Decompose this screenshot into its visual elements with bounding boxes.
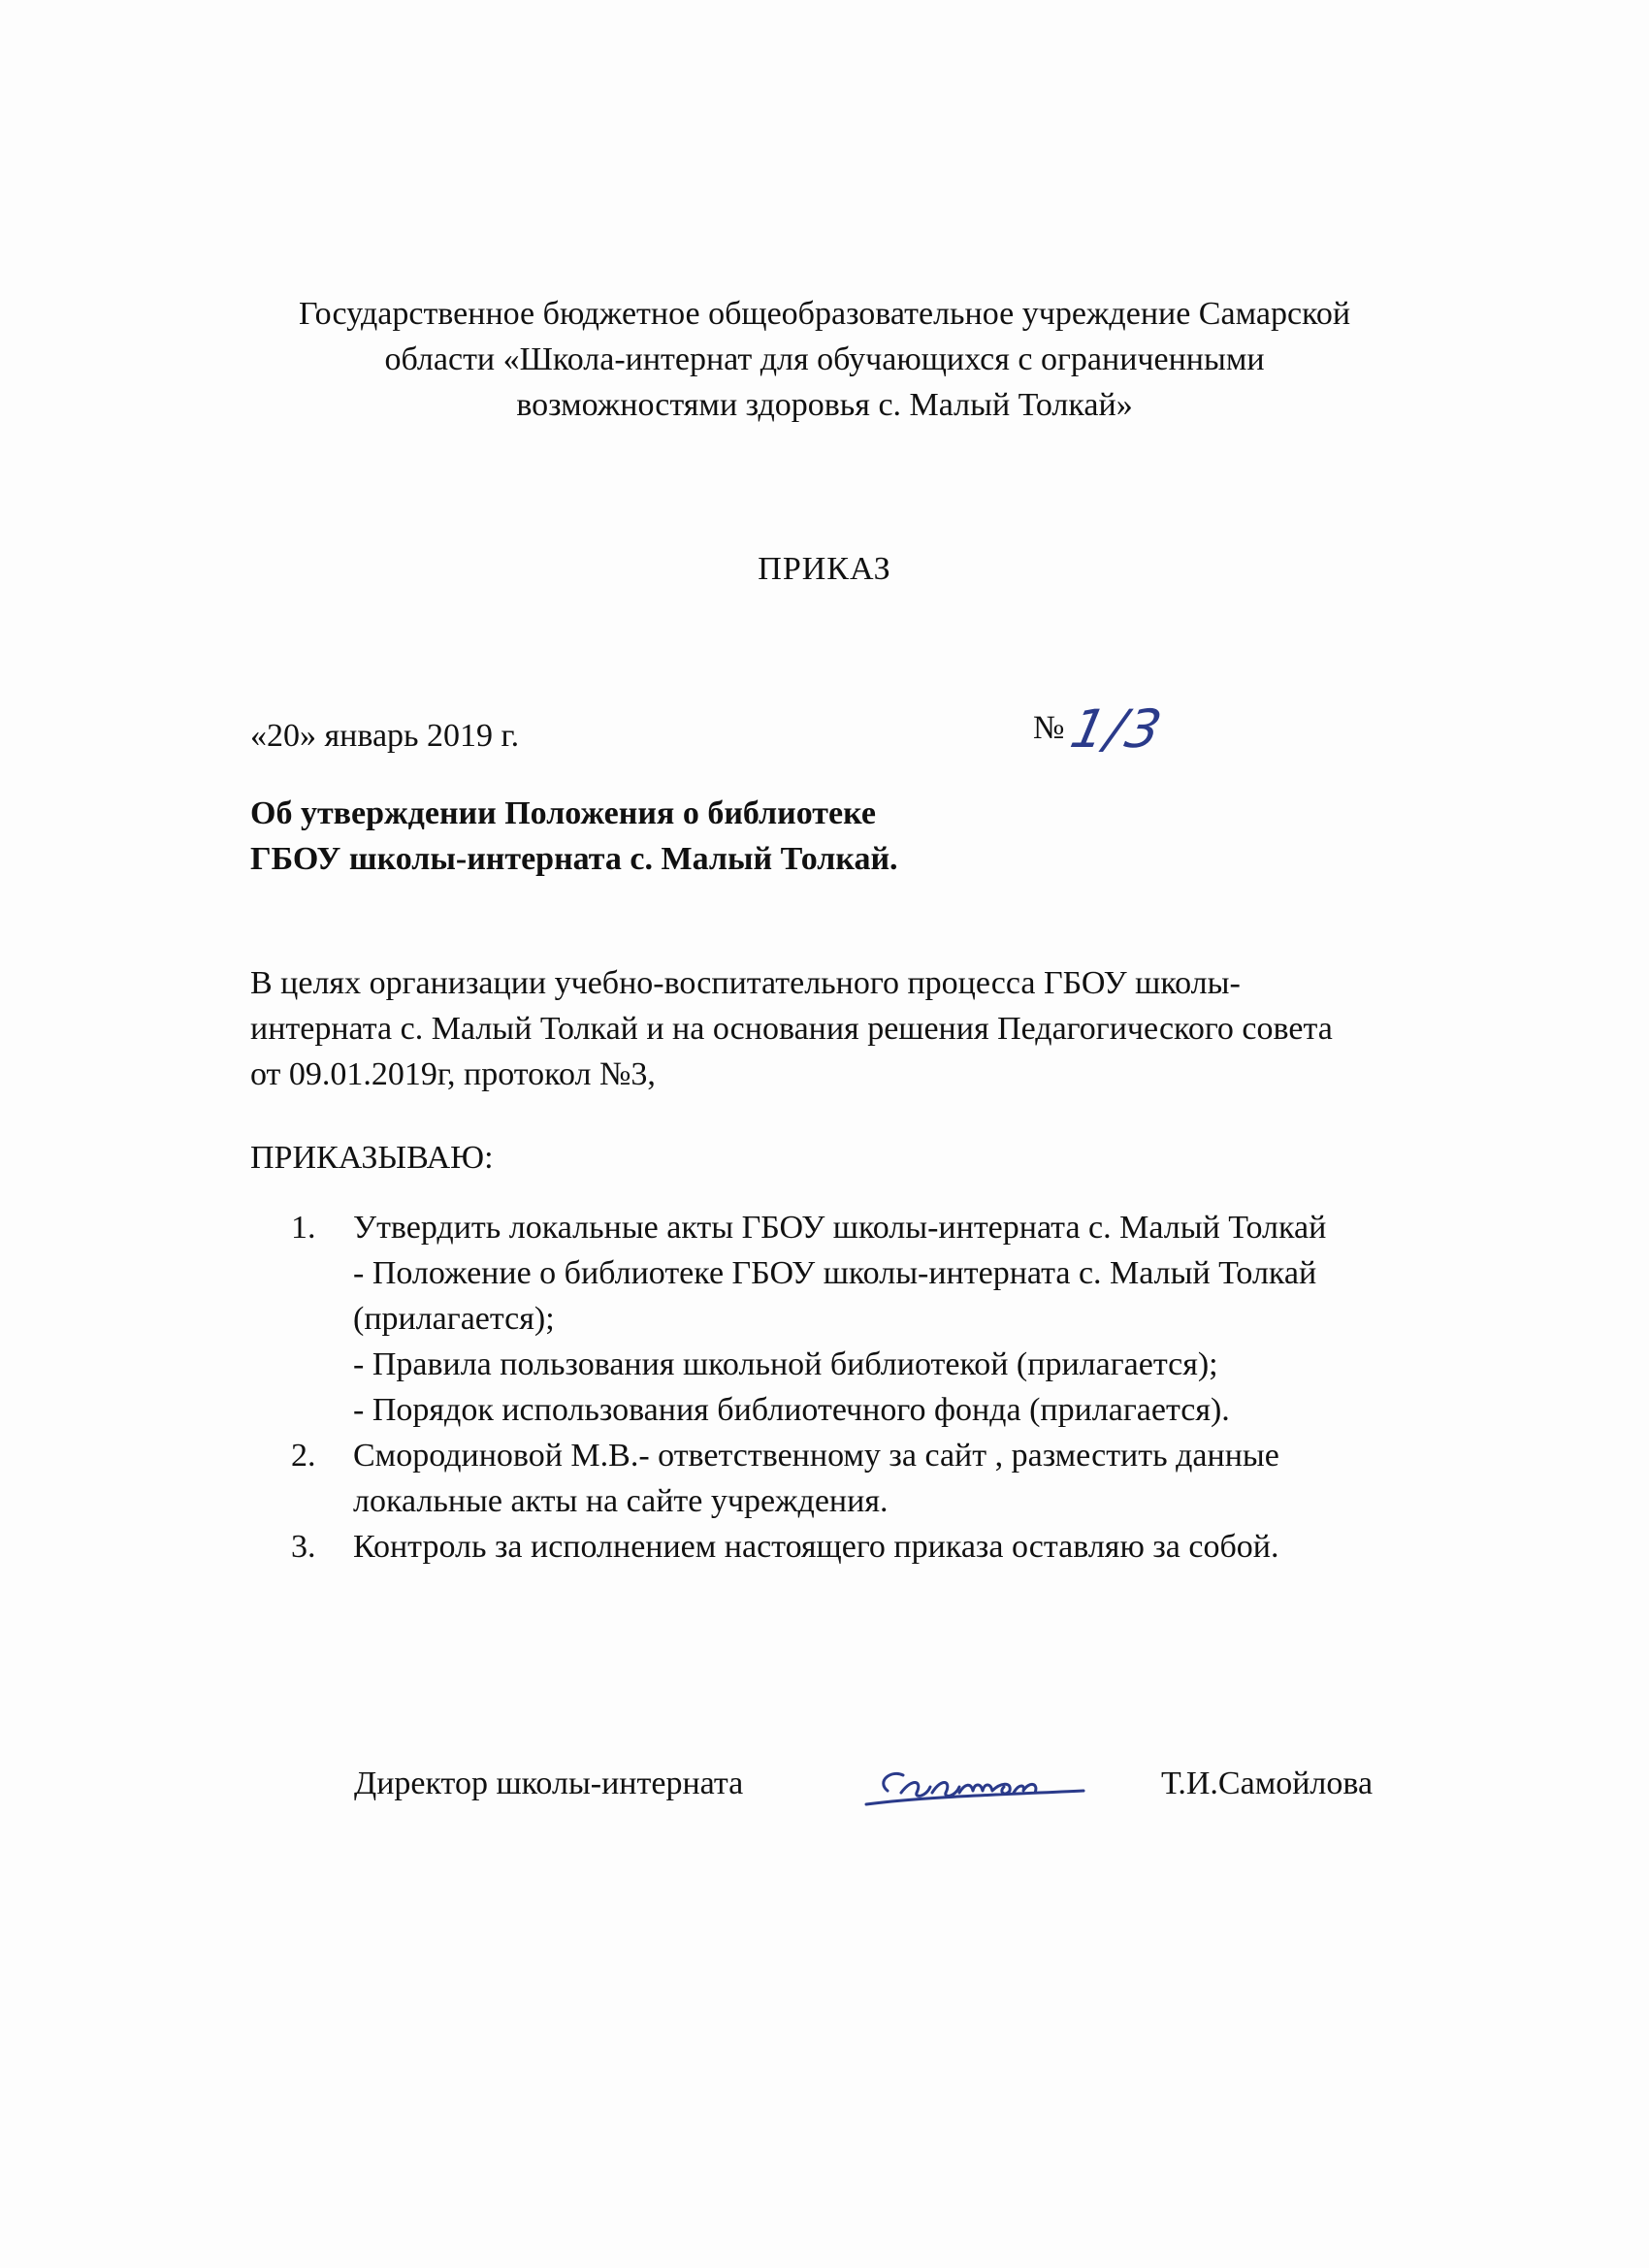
- list-item-line: Смородиновой М.В.- ответственному за сайт , разместить данные: [353, 1438, 1279, 1474]
- order-date: «20» январь 2019 г.: [250, 718, 520, 754]
- subject-line-2: ГБОУ школы-интерната с. Малый Толкай.: [250, 841, 898, 877]
- preamble-paragraph: [250, 960, 1511, 1097]
- order-items-list: [291, 1205, 1513, 1570]
- list-item-text: [353, 1433, 1279, 1524]
- list-item-number: 3.: [291, 1529, 316, 1565]
- list-item-line: Контроль за исполнением настоящего приказа оставляю за собой.: [353, 1529, 1279, 1565]
- list-item-number: 2.: [291, 1438, 316, 1474]
- subject-line-1: Об утверждении Положения о библиотеке: [250, 795, 876, 831]
- list-item-line: локальные акты на сайте учреждения.: [353, 1483, 889, 1519]
- order-number-value: 1/3: [1065, 698, 1170, 760]
- list-item-number: 1.: [291, 1210, 316, 1246]
- signatory-position: Директор школы-интерната: [354, 1766, 744, 1801]
- list-item-text: [353, 1524, 1278, 1570]
- header-line-1: Государственное бюджетное общеобразовательное учреждение Самарской: [298, 296, 1351, 332]
- order-heading: ПРИКАЗЫВАЮ:: [250, 1140, 494, 1176]
- list-item: [291, 1524, 1513, 1570]
- institution-header: [175, 291, 1474, 428]
- order-number: [1033, 698, 1170, 760]
- list-item-line: - Положение о библиотеке ГБОУ школы-интерната с. Малый Толкай: [353, 1255, 1317, 1291]
- preamble-line-3: от 09.01.2019г, протокол №3,: [250, 1056, 656, 1092]
- list-item-line: Утвердить локальные акты ГБОУ школы-интерната с. Малый Толкай: [353, 1210, 1327, 1246]
- list-item-line: (прилагается);: [353, 1301, 555, 1337]
- preamble-line-1: В целях организации учебно-воспитательного процесса ГБОУ школы-: [250, 965, 1241, 1001]
- list-item: [291, 1205, 1513, 1433]
- preamble-line-2: интерната с. Малый Толкай и на основания решения Педагогического совета: [250, 1011, 1333, 1047]
- list-item-line: - Правила пользования школьной библиотекой (прилагается);: [353, 1346, 1218, 1382]
- handwritten-signature: [858, 1748, 1091, 1816]
- order-subject: [250, 791, 898, 882]
- list-item-text: [353, 1205, 1326, 1433]
- list-item-line: - Порядок использования библиотечного фонда (прилагается).: [353, 1392, 1230, 1428]
- header-line-2: области «Школа-интернат для обучающихся с ограниченными: [384, 341, 1265, 377]
- signature-block: [354, 1766, 1421, 1824]
- list-item: [291, 1433, 1513, 1524]
- document-title: ПРИКАЗ: [758, 551, 891, 587]
- signatory-name: Т.И.Самойлова: [1161, 1766, 1374, 1801]
- order-number-label: №: [1033, 710, 1065, 746]
- header-line-3: возможностями здоровья с. Малый Толкай»: [516, 387, 1133, 423]
